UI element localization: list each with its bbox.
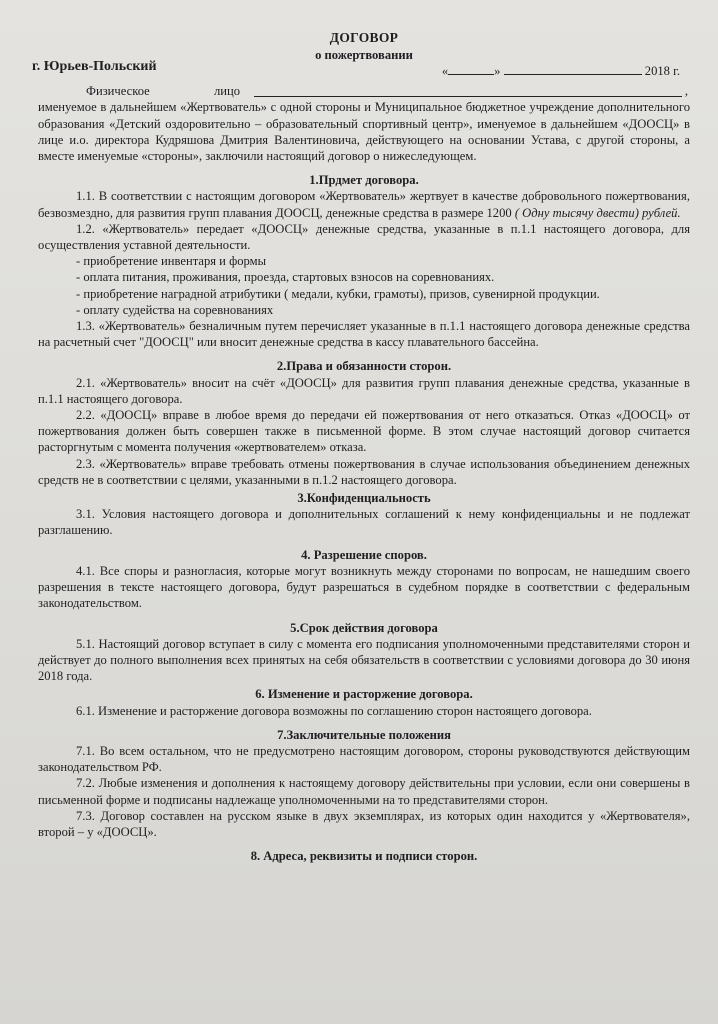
section-2-title: 2.Права и обязанности сторон. [276, 359, 452, 374]
section-4-title: 4. Разрешение споров. [301, 547, 427, 562]
clause-1-1-amount: ( Одну тысячу двести) рублей. [514, 205, 681, 220]
date-year: 2018 г. [644, 64, 680, 79]
clause-1-3: 1.3. «Жертвователь» безналичным путем перечисляет указанные в п.1.1 настоящего договора денежные средства на расчетный счет "ДООСЦ" или вносит денежные средства в кассу плавательного бассейна. [38, 319, 690, 350]
party-label-physical: Физическое [86, 84, 150, 99]
bullet-item: - приобретение инвентаря и формы [76, 254, 267, 269]
clause-7-1: 7.1. Во всем остальном, что не предусмотрено настоящим договором, стороны руководствуются действующим законодательством РФ. [38, 743, 690, 775]
donor-name-blank [254, 85, 682, 97]
document-subtitle: о пожертвовании [315, 48, 413, 63]
document-title: ДОГОВОР [329, 30, 399, 45]
section-8-title: 8. Адреса, реквизиты и подписи сторон. [250, 849, 478, 864]
day-blank [448, 63, 494, 75]
section-5-title: 5.Срок действия договора [290, 620, 438, 635]
bullet-item: - оплату судейства на соревнованиях [76, 302, 274, 317]
clause-5-1: 5.1. Настоящий договор вступает в силу с момента его подписания уполномоченными представителями сторон и действует до полного выполнения всех принятых на себя обязательств в соответствии с условиями договора до 30 июня 2018 года. [38, 636, 690, 684]
date-open-quote: « [441, 64, 449, 79]
clause-6-1: 6.1. Изменение и расторжение договора возможны по соглашению сторон настоящего договора. [76, 703, 592, 718]
bullet-item: - приобретение наградной атрибутики ( медали, кубки, грамоты), призов, сувенирной продукции. [76, 286, 600, 301]
contract-date [442, 63, 680, 79]
clause-1-2: 1.2. «Жертвователь» передает «ДООСЦ» денежные средства, указанные в п.1.1 настоящего договора, для осуществления уставной деятельности. [38, 221, 690, 253]
clause-1-1 [38, 188, 690, 220]
clause-4-1: 4.1. Все споры и разногласия, которые могут возникнуть между сторонами по вопросам, не нашедшим своего разрешения в тексте настоящего договора, будут разрешаться в судебном порядке в соответствии с федеральным законодательством. [38, 563, 690, 611]
month-blank [504, 63, 642, 75]
clause-2-1: 2.1. «Жертвователь» вносит на счёт «ДООСЦ» для развития групп плавания денежные средства, указанные в п.1.1 настоящего договора. [38, 375, 690, 406]
party-line [38, 83, 690, 99]
clause-7-2: 7.2. Любые изменения и дополнения к настоящему договору действительны при условии, если они совершены в письменной форме и подписаны надлежаще уполномоченными на то представителями сторон. [38, 776, 690, 807]
intro-paragraph: именуемое в дальнейшем «Жертвователь» с одной стороны и Муниципальное бюджетное учреждение дополнительного образования «Детский оздоровительно – образовательный спортивный центр», именуемое в дальнейшем «ДООСЦ» в лице и.о. директора Кудряшова Дмитрия Валентиновича, действующего на основании Устава, с другой стороны, а вместе именуемые «стороны», заключили настоящий договор о нижеследующем. [38, 100, 690, 164]
clause-2-2: 2.2. «ДООСЦ» вправе в любое время до передачи ей пожертвования от него отказаться. Отказ «ДООСЦ» от пожертвования должен быть совершен также в письменной форме. В этом случае настоящий договор считается расторгнутым с момента получения «жертвователем» отказа. [38, 408, 690, 455]
section-1-title: 1.Прдмет договора. [309, 173, 419, 188]
date-close-quote: » [494, 64, 501, 79]
party-label-person: лицо [214, 84, 241, 99]
section-3-title: 3.Конфиденциальность [297, 491, 431, 506]
section-6-title: 6. Изменение и расторжение договора. [255, 687, 473, 702]
clause-7-3: 7.3. Договор составлен на русском языке в двух экземплярах, из которых один находится у «Жертвователя», второй – у «ДООСЦ». [38, 808, 690, 839]
clause-3-1: 3.1. Условия настоящего договора и дополнительных соглашений к нему конфиденциальны и не подлежат разглашению. [38, 507, 690, 538]
city-date-line [32, 57, 690, 79]
bullet-item: - оплата питания, проживания, проезда, стартовых взносов на соревнованиях. [76, 270, 495, 285]
section-7-title: 7.Заключительные положения [277, 727, 451, 742]
clause-2-3: 2.3. «Жертвователь» вправе требовать отмены пожертвования в случае использования объединением денежных средств не в соответствии с целями, указанными в п.1.2 настоящего договора. [38, 456, 690, 487]
party-trail-comma: , [684, 84, 688, 99]
clause-1-1-text: 1.1. В соответствии с настоящим договором «Жертвователь» жертвует в качестве добровольного пожертвования, безвозмездно, для развития групп плавания ДООСЦ, денежные средства в размере 1200 [38, 189, 690, 220]
city-name: г. Юрьев-Польский [32, 59, 157, 75]
